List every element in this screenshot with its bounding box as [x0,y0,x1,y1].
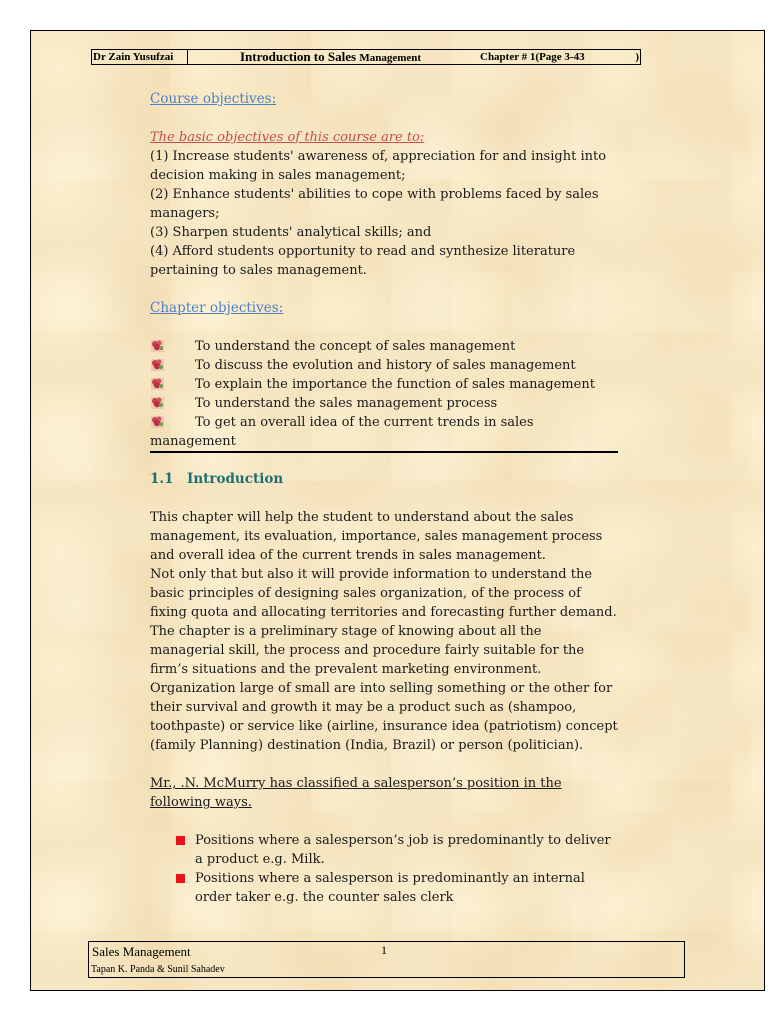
running-header [91,49,641,65]
flower-bullet-icon [151,340,164,352]
header-chapter: Chapter # 1(Page 3-43 [480,51,585,63]
chapter-objectives-heading: Chapter objectives: [150,300,284,316]
header-chapter-end: ) [635,51,639,63]
list-item [150,413,620,451]
flower-bullet-icon [151,416,164,428]
list-item [150,337,620,356]
chapter-objective-text: To understand the concept of sales management [195,339,516,354]
page-body [150,90,620,907]
flower-bullet-icon [151,359,164,371]
footer-authors: Tapan K. Panda & Sunil Sahadev [91,964,225,975]
positions-list [150,831,620,907]
chapter-objective-text: To understand the sales management process [195,396,498,411]
intro-paragraph: The chapter is a preliminary stage of knowing about all the managerial skill, the process and procedure fairly suitable for the firm’s situations and the prevalent marketing environment. [150,624,585,677]
position-text: Positions where a salesperson is predominantly an internal order taker e.g. the counter sales clerk [195,871,585,905]
intro-paragraph: Not only that but also it will provide information to understand the basic principles of designing sales organization, of the process of fixing quota and allocating territories and forecasting further demand. [150,567,617,620]
header-title [240,50,421,65]
course-objective-3: (3) Sharpen students' analytical skills; and [150,225,432,240]
course-objectives-subtitle: The basic objectives of this course are to: [150,130,425,145]
footer-course: Sales Management [92,944,191,959]
mcmurry-classification: Mr., .N. McMurry has classified a salesperson’s position in the following ways. [150,776,562,810]
section-number: 1.1 [150,471,174,487]
red-square-bullet-icon [176,836,185,845]
section-title: Introduction [187,471,284,487]
flower-bullet-icon [151,397,164,409]
header-title-small: Management [359,52,422,64]
course-objective-4: (4) Afford students opportunity to read and synthesize literature pertaining to sales management. [150,244,576,278]
intro-paragraph: This chapter will help the student to understand about the sales management, its evaluation, importance, sales management process and overall idea of the current trends in sales management. [150,510,603,563]
list-item [176,869,620,907]
list-item [150,375,620,394]
document-page [30,30,765,991]
chapter-objective-text: To get an overall idea of the current trends in sales management [150,415,534,449]
flower-bullet-icon [151,378,164,390]
position-text: Positions where a salesperson’s job is predominantly to deliver a product e.g. Milk. [195,833,611,867]
chapter-objective-text: To discuss the evolution and history of sales management [195,358,576,373]
running-footer [88,941,685,978]
header-title-main: Introduction to Sales [240,49,357,64]
page-number: 1 [381,943,387,957]
chapter-objective-text: To explain the importance the function of sales management [195,377,595,392]
list-item [150,394,620,413]
course-objective-2: (2) Enhance students' abilities to cope with problems faced by sales managers; [150,187,599,221]
course-objective-1: (1) Increase students' awareness of, appreciation for and insight into decision making in sales management; [150,149,607,183]
list-item [150,356,620,375]
intro-paragraph: Organization large of small are into selling something or the other for their survival and growth it may be a product such as (shampoo, toothpaste) or service like (airline, insurance idea (patriotism) concept (family Planning) destination (India, Brazil) or person (politician). [150,681,618,753]
course-objectives-heading: Course objectives: [150,91,277,107]
section-heading [150,470,620,489]
chapter-objectives-list [150,337,620,451]
list-item [176,831,620,869]
red-square-bullet-icon [176,874,185,883]
header-author: Dr Zain Yusufzai [92,50,188,64]
